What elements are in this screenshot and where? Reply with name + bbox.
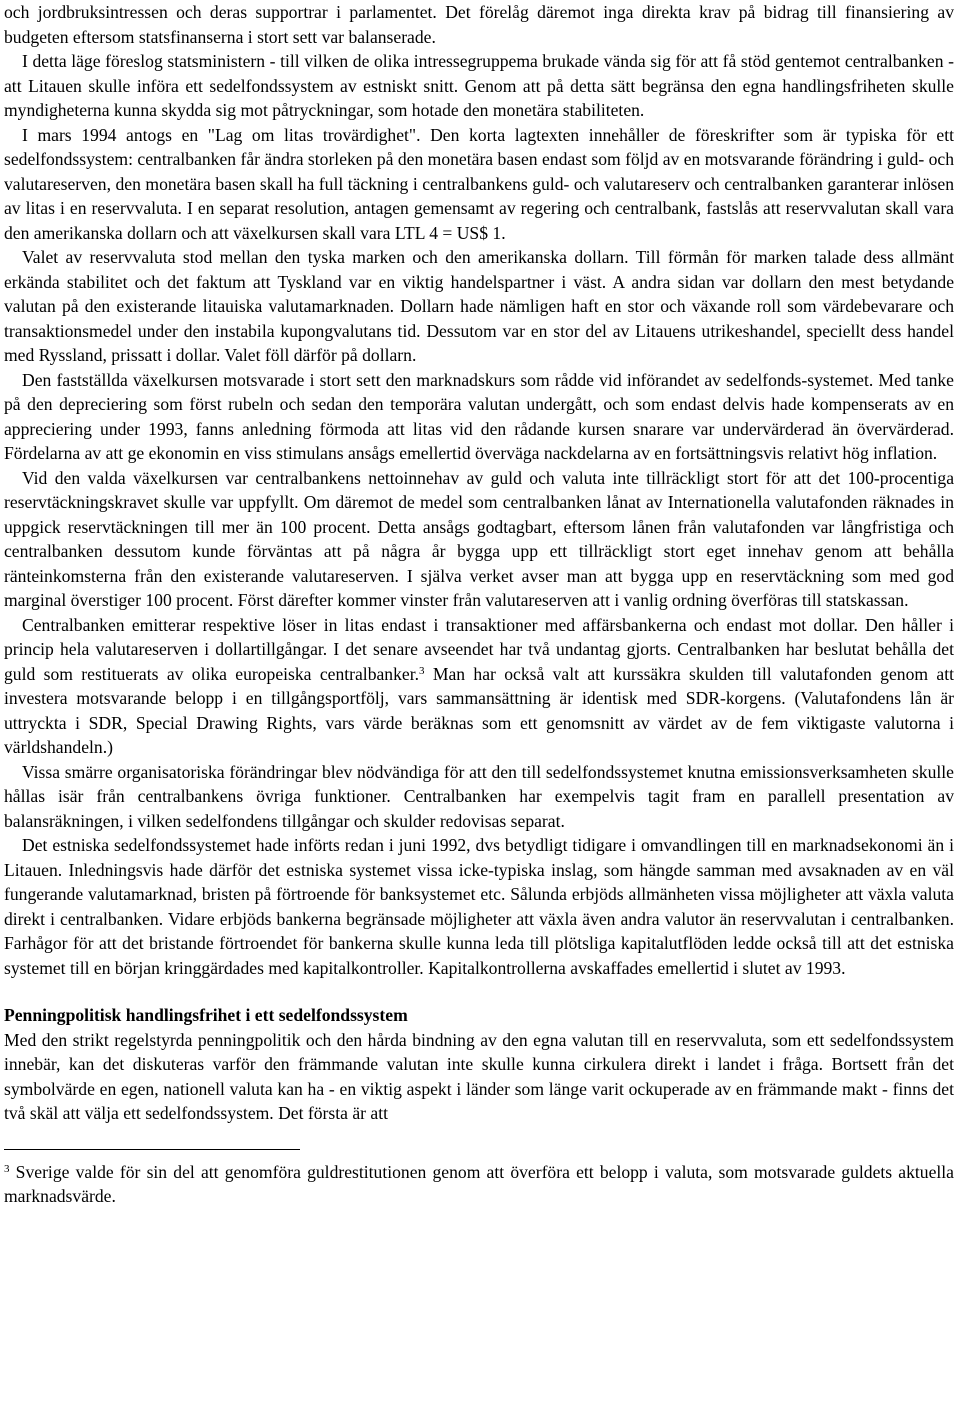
footnote-text: Sverige valde för sin del att genomföra guldrestitutionen genom att överföra ett belopp i valuta, som motsvarade guldets aktuella marknadsvärde. (4, 1161, 954, 1206)
footnote-reference: 3 (418, 664, 425, 677)
section-paragraph: Med den strikt regelstyrda penningpolitik och den hårda bindning av den egna valutan till en reservvaluta, som ett sedelfondssystem innebär, kan det diskuteras varför den främmande valutan inte skulle kunna cirkulera direkt i landet i fråga. Bortsett från det symbolvärde en egen, nationell valuta kan ha - en viktig aspekt i länder som länge varit ockuperade av en främmande makt - finns det två skäl att välja ett sedelfondssystem. Det första är att (4, 1029, 954, 1123)
paragraph (4, 0, 954, 49)
paragraph (4, 613, 954, 760)
paragraph-text: Den fastställda växelkursen motsvarade i stort sett den marknadskurs som rådde vid införandet av sedelfonds-systemet. Med tanke på den depreciering som först rubeln och sedan den temporära valutan undergått, och som endast delvis hade kompenserats av en appreciering under 1993, fanns anledning förmoda att litas vid den rådande kursen snarare var undervärderad än övervärderad. Fördelarna av att ge ekonomin en viss stimulans ansågs emellertid överväga nackdelarna av en fortsättningsvis relativt hög inflation. (4, 369, 954, 463)
paragraph-text: I detta läge föreslog statsministern - till vilken de olika intressegruppema brukade vända sig för att få stöd gentemot centralbanken - att Litauen skulle införa ett sedelfondssystem av estniskt snitt. Genom att på detta sätt begränsa den egna handlingsfriheten skulle myndigheterna kunna skydda sig mot påtryckningar, som hotade den monetära stabiliteten. (4, 51, 954, 120)
paragraph (4, 833, 954, 980)
paragraph (4, 368, 954, 466)
footnote-separator (4, 1149, 300, 1150)
paragraph-text: Centralbanken emitterar respektive löser in litas endast i transaktioner med affärsbankerna och endast mot dollar. Den håller i princip hela valutareserven i dollartillgångar. I det senare avseendet har två undantag gjorts. Centralbanken har beslutat behålla det guld som restituerats av olika europeiska centralbanker. (4, 614, 954, 684)
paragraph (4, 49, 954, 123)
paragraph-text: Det estniska sedelfondssystemet hade införts redan i juni 1992, dvs betydligt tidigare i omvandlingen till en marknadsekonomi än i Litauen. Inledningsvis hade därför det estniska systemet vissa icke-typiska inslag, som hängde samman med avsaknaden av en väl fungerande valutamarknad, bristen på förtroende för banksystemet etc. Sålunda erbjöds allmänheten vissa möjligheter att växla valuta direkt i centralbanken. Vidare erbjöds bankerna begränsade möjligheter att växla även andra valutor än reservvalutan i centralbanken. Farhågor för att det bristande förtroendet för bankerna skulle kunna leda till plötsliga kapitalutflöden ledde också till att det estniska systemet till en början kringgärdades med kapitalkontroller. Kapitalkontrollerna avskaffades emellertid i slutet av 1993. (4, 835, 954, 978)
footnote (4, 1160, 954, 1209)
paragraph-text: Vissa smärre organisatoriska förändringar blev nödvändiga för att den till sedelfondssystemet knutna emissionsverksamheten skulle hållas isär från centralbankens övriga funktioner. Centralbanken har exempelvis tagit fram en parallell presentation av balansräkningen, i vilken sedelfondens tillgångar och skulder redovisas separat. (4, 761, 954, 831)
paragraph-text: Vid den valda växelkursen var centralbankens nettoinnehav av guld och valuta inte tillräckligt stort för att det 100-procentiga reservtäckningskravet skulle var uppfyllt. Om däremot de medel som centralbanken lånat av Internationella valutafonden räknades in uppgick reservtäckningen till mer än 100 procent. Detta ansågs godtagbart, eftersom lånen från valutafonden var långfristiga och centralbanken dessutom kunde förväntas att på några år bygga upp ett tillräckligt stort eget innehav genom att behålla ränteinkomsterna från den existerande valutareserven. I själva verket avser man att bygga upp en reservtäckning som med god marginal överstiger 100 procent. Först därefter kommer vinster från valutareserven att i vanlig ordning överföras till statskassan. (4, 467, 954, 610)
paragraph (4, 123, 954, 246)
paragraph (4, 466, 954, 613)
body-text (4, 0, 954, 980)
footnote-marker: 3 (4, 1162, 10, 1175)
section-heading: Penningpolitisk handlingsfrihet i ett sedelfondssystem (4, 1005, 408, 1025)
paragraph (4, 245, 954, 368)
paragraph-text: I mars 1994 antogs en "Lag om litas trovärdighet". Den korta lagtexten innehåller de föreskrifter som är typiska för ett sedelfondssystem: centralbanken får ändra storleken på den monetära basen endast som följd av en motsvarande förändring i guld- och valutareserven, den monetära basen skall ha full täckning i centralbankens guld- och valutareserv och centralbanken garanterar inlösen av litas i en reservvaluta. I en separat resolution, antagen gemensamt av regering och centralbank, fastslås att reservvalutan skall vara den amerikanska dollarn och att växelkursen skall vara LTL 4 = US$ 1. (4, 124, 954, 243)
paragraph-text: Valet av reservvaluta stod mellan den tyska marken och den amerikanska dollarn. Till förmån för marken talade dess allmänt erkända stabilitet och det faktum att Tyskland var en viktig handelspartner i väst. A andra sidan var dollarn den mest betydande valutan på den existerande litauiska valutamarknaden. Dollarn hade nämligen haft en stor och växande roll som värdebevarare och transaktionsmedel under den instabila kupongvalutans tid. Dessutom var en stor del av Litauens utrikeshandel, speciellt dess handel med Ryssland, prissatt i dollar. Valet föll därför på dollarn. (4, 247, 954, 365)
paragraph-text: och jordbruksintressen och deras supportrar i parlamentet. Det förelåg däremot inga direkta krav på bidrag till finansiering av budgeten eftersom statsfinanserna i stort sett var balanserade. (4, 2, 954, 47)
paragraph (4, 760, 954, 834)
paragraph-text: Man har också valt att kurssäkra skulden till valutafonden genom att investera motsvarande belopp i en tillgångsportfölj, vars sammansättning är identisk med SDR-korgens. (Valutafondens lån är uttryckta i SDR, Special Drawing Rights, vars värde beräknas som ett genomsnitt av värdet av de fem viktigaste valutorna i världshandeln.) (4, 663, 954, 757)
